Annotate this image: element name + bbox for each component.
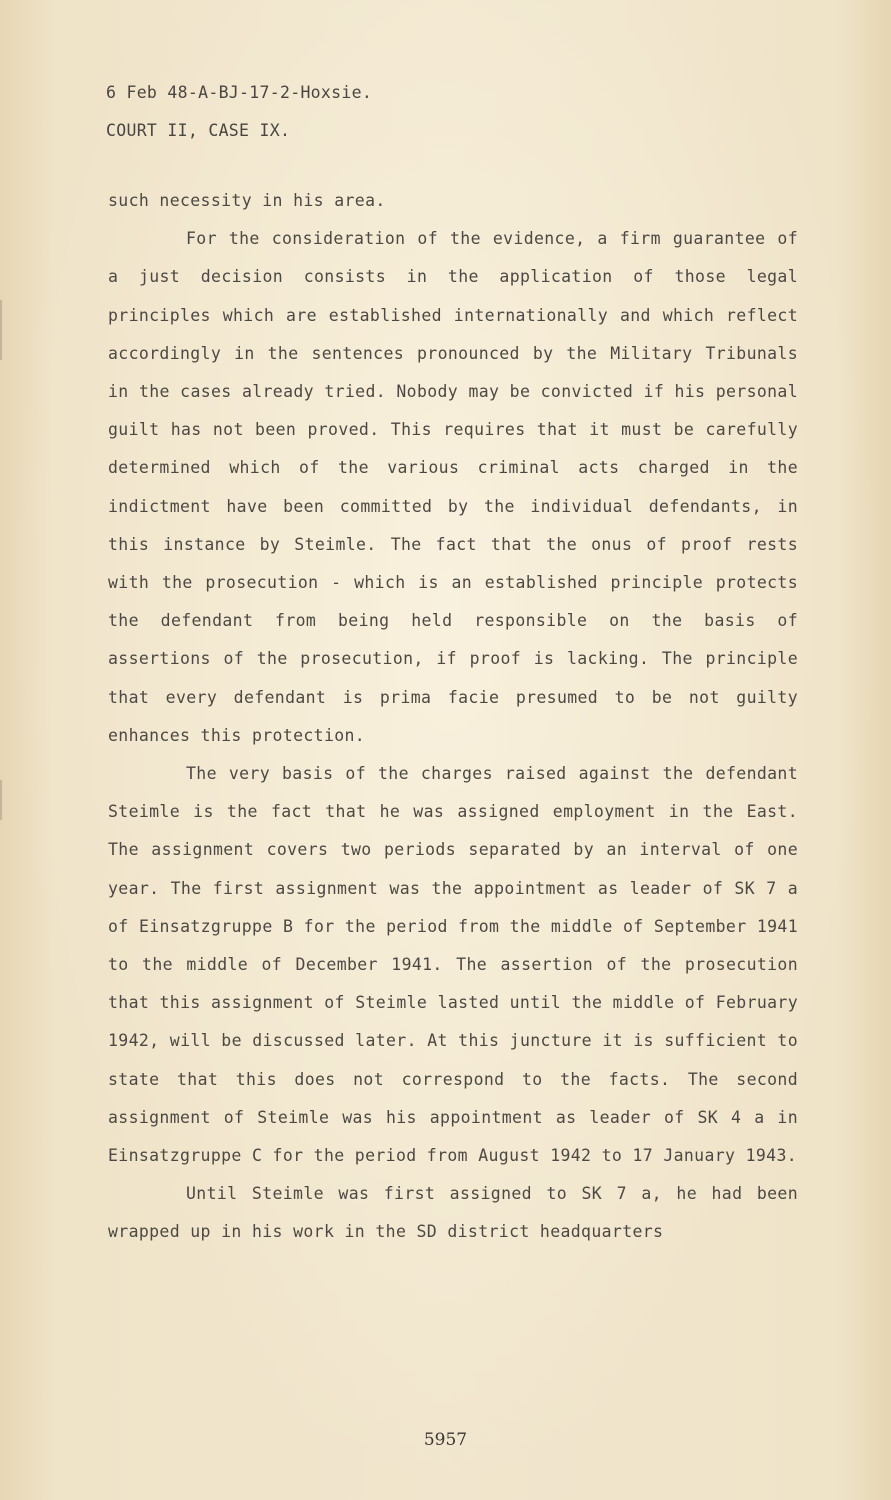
paragraph-assignment-east: The very basis of the charges raised against the defendant Steimle is the fact that he was assigned employment in the East. The assignment covers two periods separated by an interval of one year. The first assignment was the appointment as leader of SK 7 a of Einsatzgruppe B for the period from the middle of September 1941 to the middle of December 1941. The assertion of the prosecution that this assignment of Steimle lasted until the middle of February 1942, will be discussed later. At this juncture it is sufficient to state that this does not correspond to the facts. The second assignment of Steimle was his appointment as leader of SK 4 a in Einsatzgruppe C for the period from August 1942 to 17 January 1943. [108, 764, 798, 1166]
paragraph-evidence-principles: For the consideration of the evidence, a firm guarantee of a just decision consists in the application of those legal principles which are established internationally and which reflect accordingly in the sentences pronounced by the Military Tribunals in the cases already tried. Nobody may be convicted if his personal guilt has not been proved. This requires that it must be carefully determined which of the various criminal acts charged in the indictment have been committed by the individual defendants, in this instance by Steimle. The fact that the onus of proof rests with the prosecution - which is an established principle protects the defendant from being held responsible on the basis of assertions of the prosecution, if proof is lacking. The principle that every defendant is prima facie presumed to be not guilty enhances this protection. [108, 229, 798, 745]
document-reference: 6 Feb 48-A-BJ-17-2-Hoxsie. [106, 83, 373, 102]
document-body [108, 182, 798, 1252]
paragraph-first-assignment: Until Steimle was first assigned to SK 7 a, he had been wrapped up in his work in the SD district headquarters [108, 1184, 798, 1242]
paragraph-continuation: such necessity in his area. [108, 191, 386, 210]
binding-edge-mark [0, 300, 2, 360]
page-number: 5957 [423, 1430, 468, 1450]
court-case-label: COURT II, CASE IX. [106, 121, 291, 140]
binding-edge-mark [0, 780, 2, 820]
document-header [106, 74, 372, 150]
